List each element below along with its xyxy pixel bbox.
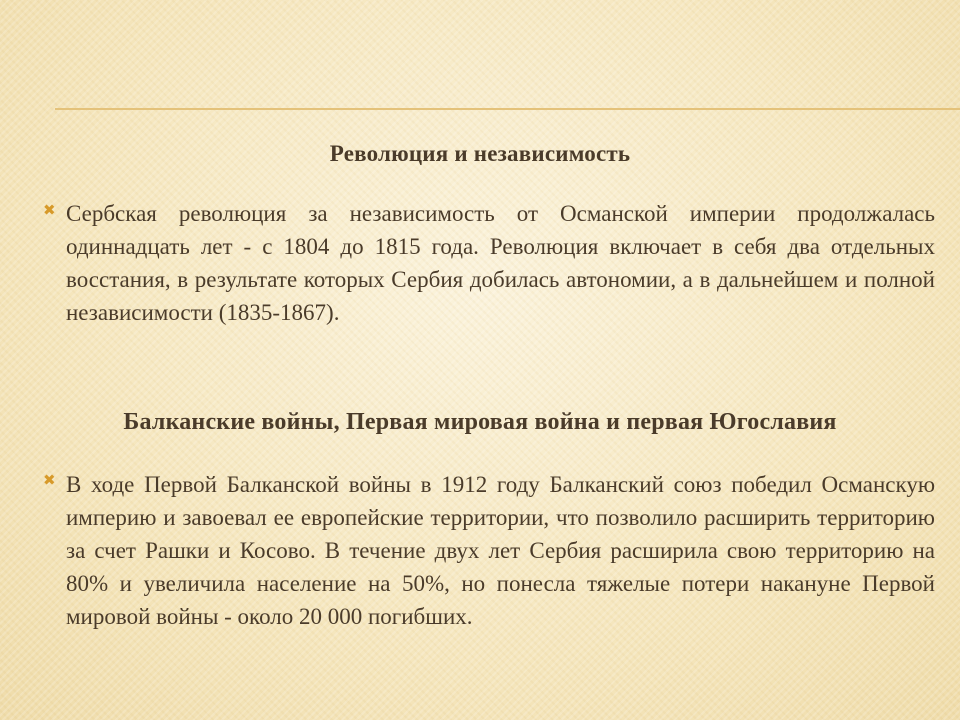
x-bullet-icon: ✖ <box>43 471 56 489</box>
paragraph-revolution: Сербская революция за независимость от Османской империи продолжалась одиннадцать лет - с 1804 до 1815 года. Революция включает в себя два отдельных восстания, в результате которых Сербия добилась автономии, а в дальнейшем и полной независимости (1835-1867). <box>66 201 935 325</box>
title-divider-line <box>55 108 960 110</box>
paragraph-balkan-wars: В ходе Первой Балканской войны в 1912 году Балканский союз победил Османскую империю и завоевал ее европейские территории, что позволило расширить территорию за счет Рашки и Косово. В течение двух лет Сербия расширила свою территорию на 80% и увеличила население на 50%, но понесла тяжелые потери накануне Первой мировой войны - около 20 000 погибших. <box>66 472 935 629</box>
x-bullet-icon: ✖ <box>43 201 56 219</box>
section-heading-revolution: Революция и независимость <box>329 141 631 166</box>
section-heading-balkan-wars: Балканские войны, Первая мировая война и первая Югославия <box>123 409 837 435</box>
